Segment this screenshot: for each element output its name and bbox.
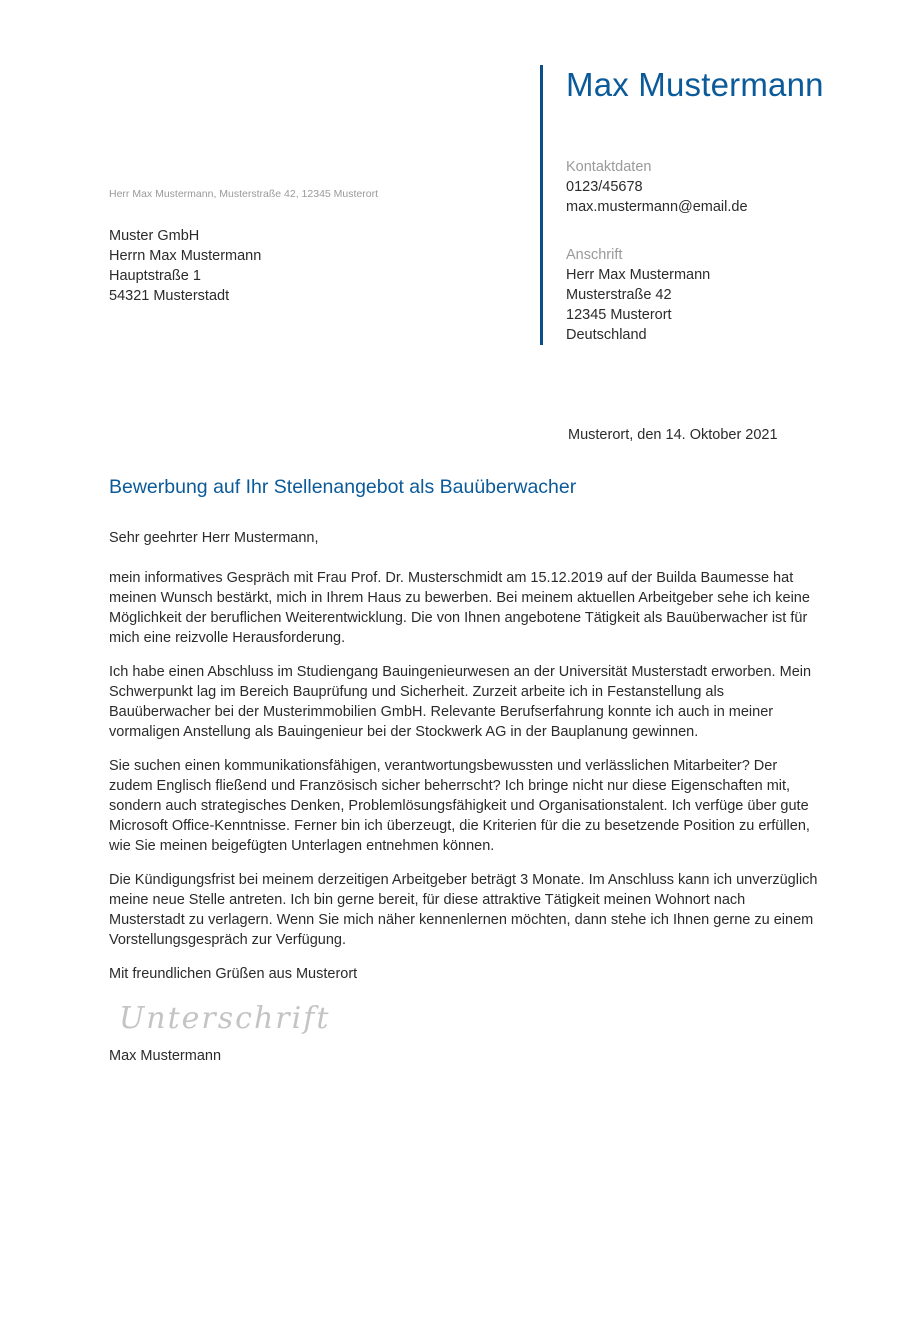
signer-name: Max Mustermann: [109, 1048, 222, 1064]
letter-date: Musterort, den 14. Oktober 2021: [568, 427, 778, 443]
recipient-line: Hauptstraße 1: [109, 268, 201, 284]
address-line: Herr Max Mustermann: [566, 267, 711, 283]
closing-line: Mit freundlichen Grüßen aus Musterort: [109, 966, 358, 982]
sender-return-line: Herr Max Mustermann, Musterstraße 42, 12345 Musterort: [109, 188, 379, 200]
body-paragraph: Sie suchen einen kommunikationsfähigen, verantwortungsbewussten und verlässlichen Mitarbeiter? Der zudem Englisch fließend und Französisch sicher beherrscht? Ich bringe nicht nur diese Eigenschaften mit, sondern auch strategisches Denken, Problemlösungsfähigkeit und Organisationstalent. Ich verfüge über gute Microsoft Office-Kenntnisse. Ferner bin ich überzeugt, die Kriterien für die zu besetzende Position zu erfüllen, wie Sie meinen beigefügten Unterlagen entnehmen können.: [109, 758, 810, 854]
recipient-block: [109, 226, 261, 306]
signature-placeholder: Unterschrift: [119, 1001, 331, 1036]
body-paragraph: mein informatives Gespräch mit Frau Prof. Dr. Musterschmidt am 15.12.2019 auf der Builda Baumesse hat meinen Wunsch bestärkt, mich in Ihrem Haus zu bewerben. Bei meinem aktuellen Arbeitgeber sehe ich keine Möglichkeit der beruflichen Weiterentwicklung. Die von Ihnen angebotene Tätigkeit als Bauüberwacher ist für mich eine reizvolle Herausforderung.: [109, 570, 810, 646]
address-line: Deutschland: [566, 327, 647, 343]
body-paragraph: Ich habe einen Abschluss im Studiengang Bauingenieurwesen an der Universität Musterstadt erworben. Mein Schwerpunkt lag im Bereich Bauprüfung und Sicherheit. Zurzeit arbeite ich in Festanstellung als Bauüberwacher bei der Musterimmobilien GmbH. Relevante Berufserfahrung konnte ich auch in meiner vormaligen Anstellung als Bauingenieur bei der Stockwerk AG in der Bauplanung gewinnen.: [109, 664, 812, 740]
contact-label: Kontaktdaten: [566, 159, 652, 175]
recipient-line: 54321 Musterstadt: [109, 288, 230, 304]
address-line: Musterstraße 42: [566, 287, 672, 303]
letter-subject: Bewerbung auf Ihr Stellenangebot als Bauüberwacher: [109, 476, 577, 498]
contact-block: [566, 157, 748, 217]
header-accent-bar: [540, 65, 543, 345]
address-block: [566, 245, 710, 345]
salutation: Sehr geehrter Herr Mustermann,: [109, 530, 319, 546]
applicant-name: Max Mustermann: [566, 66, 824, 103]
letter-body: [109, 528, 824, 1066]
address-line: 12345 Musterort: [566, 307, 672, 323]
address-label: Anschrift: [566, 247, 623, 263]
recipient-line: Herrn Max Mustermann: [109, 248, 262, 264]
body-paragraph: Die Kündigungsfrist bei meinem derzeitigen Arbeitgeber beträgt 3 Monate. Im Anschluss kann ich unverzüglich meine neue Stelle antreten. Ich bin gerne bereit, für diese attraktive Tätigkeit meinen Wohnort nach Musterstadt zu verlagern. Wenn Sie mich näher kennenlernen möchten, dann stehe ich Ihnen gerne zu einem Vorstellungsgespräch zur Verfügung.: [109, 872, 818, 948]
phone-number: 0123/45678: [566, 179, 643, 195]
email-address: max.mustermann@email.de: [566, 199, 748, 215]
recipient-line: Muster GmbH: [109, 228, 200, 244]
